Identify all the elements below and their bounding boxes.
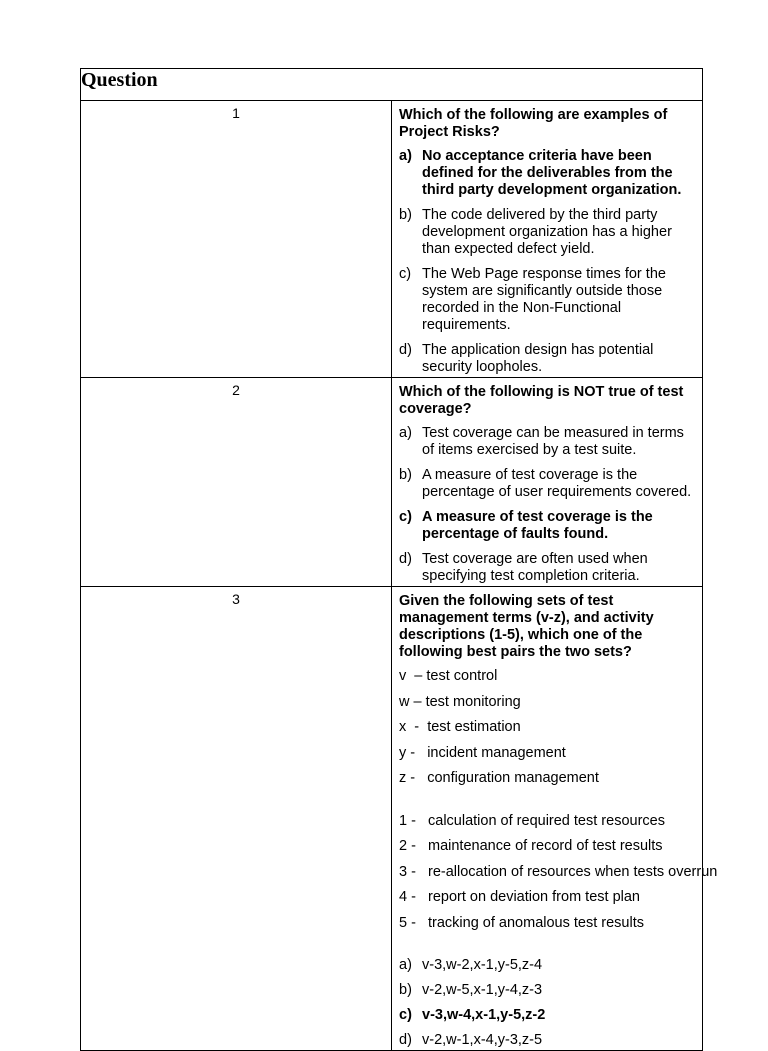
question-body (392, 587, 718, 1051)
option-label: c) (399, 266, 412, 282)
option-label: c) (399, 509, 412, 525)
question-row-1 (81, 101, 703, 378)
question-row-2 (81, 378, 703, 587)
option-text: Test coverage are often used when specifying test completion criteria. (422, 551, 648, 584)
option-b (399, 467, 694, 501)
option-d (399, 1032, 694, 1049)
question-number: 2 (81, 378, 392, 587)
option-text: Test coverage can be measured in terms of items exercised by a test suite. (422, 425, 684, 458)
option-text: The code delivered by the third party development organization has a higher than expected defect yield. (422, 207, 672, 257)
option-label: b) (399, 467, 412, 483)
activity-item: 3 - re-allocation of resources when tests overrun (399, 863, 718, 880)
activity-item: 2 - maintenance of record of test results (399, 838, 663, 854)
option-label: c) (399, 1007, 412, 1023)
question-text: Which of the following is NOT true of test coverage? (399, 384, 684, 417)
question-table (80, 68, 718, 1051)
question-body (392, 378, 703, 587)
question-number: 3 (81, 587, 392, 1051)
option-a (399, 425, 694, 459)
activity-item: 1 - calculation of required test resources (399, 812, 665, 829)
option-text: The application design has potential security loopholes. (422, 342, 654, 375)
option-text: v-2,w-5,x-1,y-4,z-3 (422, 982, 543, 998)
option-text: A measure of test coverage is the percentage of user requirements covered. (422, 467, 692, 500)
question-row-3 (81, 587, 703, 1051)
option-d (399, 551, 694, 585)
option-label: a) (399, 148, 412, 164)
option-b (399, 982, 694, 999)
option-text: No acceptance criteria have been defined for the deliverables from the third party development organization. (422, 148, 682, 198)
option-c (399, 1007, 694, 1024)
option-text: The Web Page response times for the system are significantly outside those recorded in the Non-Functional requirements. (422, 266, 666, 333)
option-c (399, 509, 694, 543)
option-text: v-3,w-4,x-1,y-5,z-2 (422, 1007, 546, 1023)
option-a (399, 148, 694, 199)
option-d (399, 342, 694, 376)
option-text: v-3,w-2,x-1,y-5,z-4 (422, 957, 543, 973)
option-text: v-2,w-1,x-4,y-3,z-5 (422, 1032, 543, 1048)
spacer (399, 940, 694, 957)
term-item: z - configuration management (399, 770, 599, 786)
option-label: d) (399, 551, 412, 567)
term-item: w – test monitoring (399, 693, 521, 710)
option-label: d) (399, 1032, 412, 1048)
term-item: y - incident management (399, 744, 566, 761)
term-item: x - test estimation (399, 719, 521, 735)
option-b (399, 207, 694, 258)
question-text: Given the following sets of test management terms (v-z), and activity descriptions (1-5), which one of the following best pairs the two sets? (399, 593, 654, 660)
option-a (399, 957, 694, 974)
option-label: b) (399, 982, 412, 998)
table-header: Question (81, 69, 703, 101)
question-number: 1 (81, 101, 392, 378)
option-label: a) (399, 425, 412, 441)
option-label: d) (399, 342, 412, 358)
term-item: v – test control (399, 668, 498, 684)
question-body (392, 101, 703, 378)
option-text: A measure of test coverage is the percentage of faults found. (422, 509, 653, 542)
option-label: b) (399, 207, 412, 223)
option-c (399, 266, 694, 334)
option-label: a) (399, 957, 412, 973)
question-text: Which of the following are examples of Project Risks? (399, 107, 668, 140)
spacer (399, 796, 694, 813)
header-row (81, 69, 703, 101)
activity-item: 4 - report on deviation from test plan (399, 889, 640, 905)
activity-item: 5 - tracking of anomalous test results (399, 914, 644, 931)
